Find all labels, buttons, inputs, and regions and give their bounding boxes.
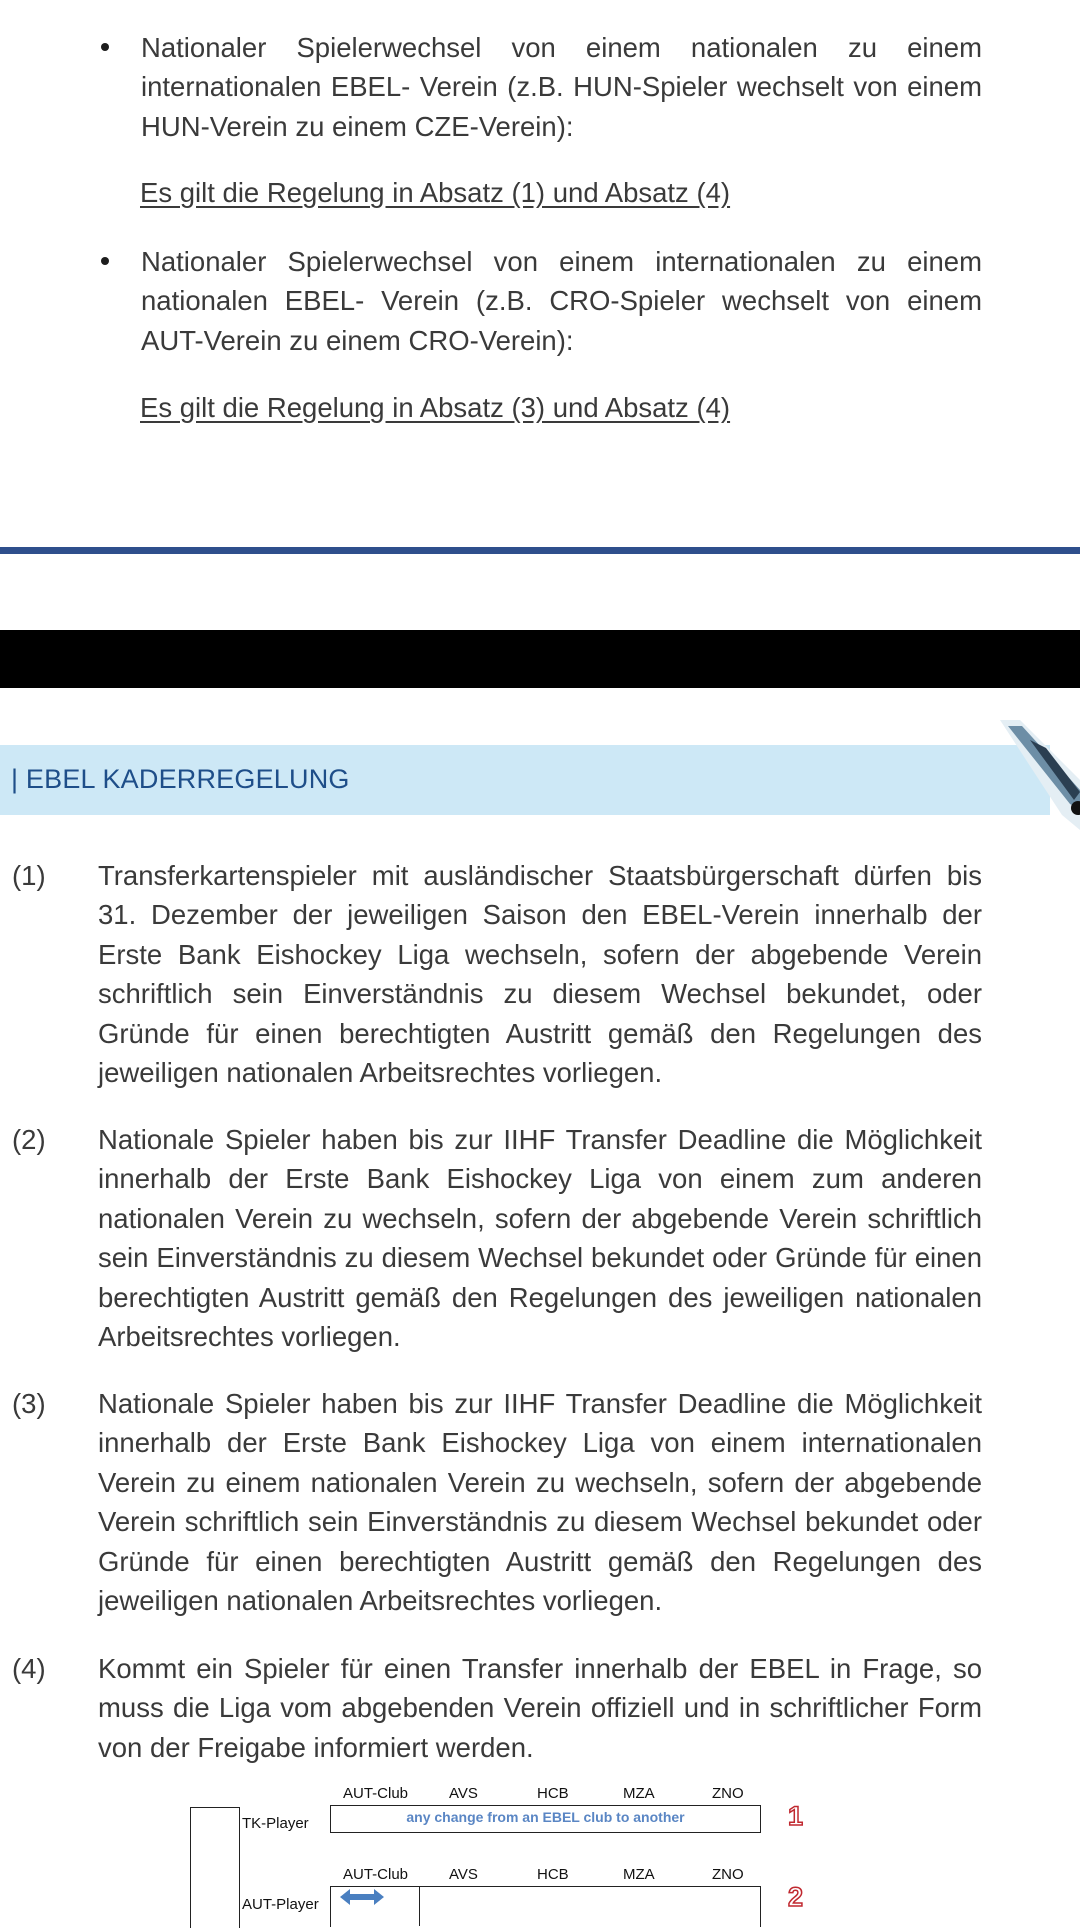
row-marker: 2 [788, 1882, 804, 1912]
column-header: AUT-Club [343, 1785, 409, 1802]
rule-number: (4) [12, 1653, 46, 1684]
column-header: ZNO [712, 1785, 744, 1802]
column-header: HCB [537, 1866, 569, 1883]
bullet-item-2 [100, 242, 982, 360]
column-divider [419, 1886, 420, 1926]
column-header: AUT-Club [343, 1866, 409, 1883]
column-header: MZA [623, 1866, 655, 1883]
section-divider [0, 547, 1080, 554]
bullet-dot-icon [101, 257, 109, 265]
page-break-band [0, 630, 1080, 688]
bullet-text: Nationaler Spielerwechsel von einem internationalen zu einem nationalen EBEL- Verein (z.B. CRO-Spieler wechselt von einem AUT-Verein zu einem CRO-Verein): [141, 246, 982, 356]
row-note: any change from an EBEL club to another [406, 1809, 685, 1825]
row-box [330, 1805, 761, 1833]
column-header: HCB [537, 1785, 569, 1802]
row-box [330, 1886, 761, 1927]
bullet-item-1 [100, 28, 982, 146]
column-header: AVS [449, 1785, 478, 1802]
rule-number: (1) [12, 860, 46, 891]
row-label: TK-Player [242, 1815, 309, 1832]
rule-text: Nationale Spieler haben bis zur IIHF Transfer Deadline die Möglichkeit innerhalb der Erste Bank Eishockey Liga von einem zum anderen nationalen Verein zu wechseln, sofern der abgebende Verein schriftlich sein Einverständnis zu diesem Wechsel bekundet oder Gründe für einen berechtigten Austritt gemäß den Regelungen des jeweiligen nationalen Arbeitsrechtes vorliegen. [98, 1124, 982, 1353]
section-header [0, 745, 1050, 815]
column-header: AVS [449, 1866, 478, 1883]
column-header: ZNO [712, 1866, 744, 1883]
rule-number: (2) [12, 1124, 46, 1155]
rule-text: Kommt ein Spieler für einen Transfer innerhalb der EBEL in Frage, so muss die Liga vom abgebenden Verein offiziell und in schriftlicher Form von der Freigabe informiert werden. [98, 1653, 982, 1763]
transfer-diagram [190, 1785, 830, 1920]
bullet-rule: Es gilt die Regelung in Absatz (1) und Absatz (4) [140, 177, 731, 208]
rule-number: (3) [12, 1388, 46, 1419]
section-title: | EBEL KADERREGELUNG [11, 764, 350, 794]
rule-text: Transferkartenspieler mit ausländischer Staatsbürgerschaft dürfen bis 31. Dezember der jeweiligen Saison den EBEL-Verein innerhalb der Erste Bank Eishockey Liga wechseln, sofern der abgebende Verein schriftlich sein Einverständnis zu diesem Wechsel bekundet, oder Gründe für einen berechtigten Austritt gemäß den Regelungen des jeweiligen nationalen Arbeitsrechtes vorliegen. [98, 860, 982, 1089]
rule-text: Nationale Spieler haben bis zur IIHF Transfer Deadline die Möglichkeit innerhalb der Erste Bank Eishockey Liga von einem internationalen Verein zu einem nationalen Verein zu wechseln, sofern der abgebende Verein schriftlich sein Einverständnis zu diesem Wechsel bekundet oder Gründe für einen berechtigten Austritt gemäß den Regelungen des jeweiligen nationalen Arbeitsrechtes vorliegen. [98, 1388, 982, 1617]
column-header: MZA [623, 1785, 655, 1802]
bullet-rule: Es gilt die Regelung in Absatz (3) und Absatz (4) [140, 392, 731, 423]
bullet-text: Nationaler Spielerwechsel von einem nationalen zu einem internationalen EBEL- Verein (z.B. HUN-Spieler wechselt von einem HUN-Verein zu einem CZE-Verein): [141, 32, 982, 142]
double-arrow-icon [340, 1888, 384, 1906]
row-marker: 1 [788, 1801, 804, 1831]
bullet-dot-icon [101, 43, 109, 51]
row-label: AUT-Player [242, 1896, 319, 1913]
diagram-frame [190, 1807, 240, 1928]
hockey-photo-icon [1000, 720, 1080, 840]
